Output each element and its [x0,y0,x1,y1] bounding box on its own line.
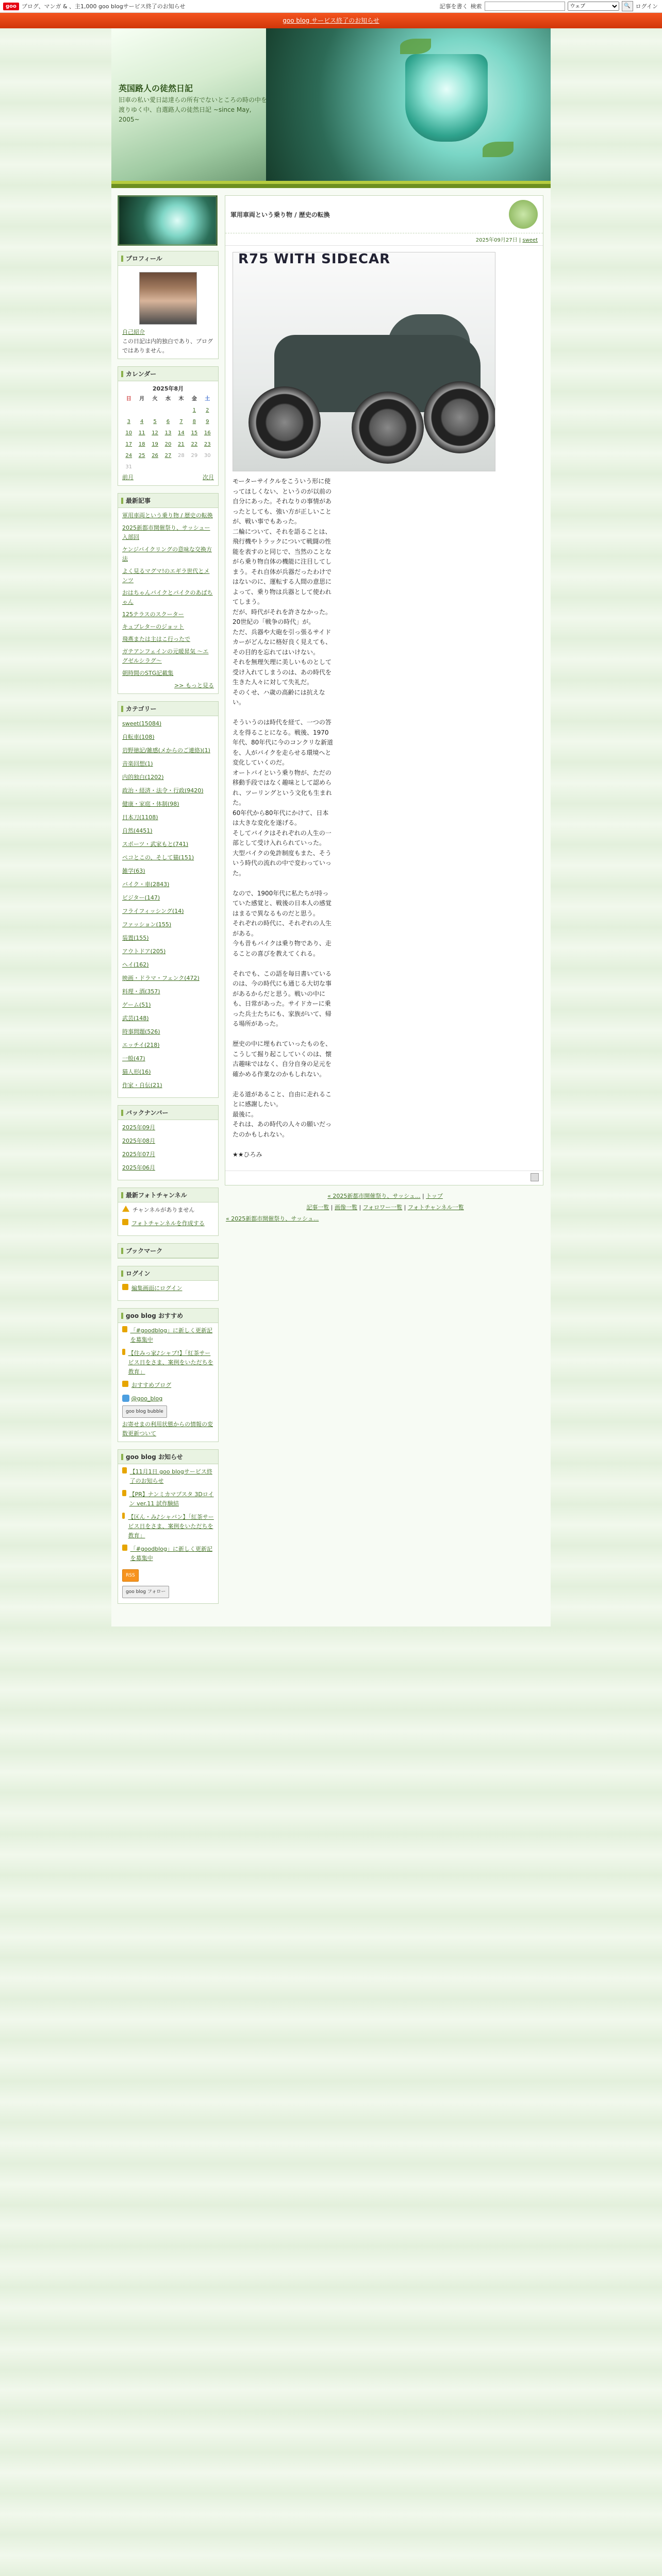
login-heading: ログイン [118,1266,218,1281]
entry-category-link[interactable]: sweet [522,238,538,243]
photo-icon [122,1219,128,1225]
news-link[interactable]: 「#goodblog」に新しく更新記を募集中 [130,1546,212,1562]
recent-post-link[interactable]: おはちゃんバイクとパイクのあばちゃん [122,589,213,605]
sidebar-header-thumb [118,195,218,246]
category-link[interactable]: エッチイ(218) [122,1042,160,1048]
header-stripe-dark [111,184,551,188]
recent-post-link[interactable]: ガテアンフェインの元暖昇気 ～エグゼルシラグ～ [122,648,209,664]
category-link[interactable]: 内的独白(1202) [122,774,164,781]
recent-post-link[interactable]: ケンジバイクリングの意味な交換方法 [122,546,212,562]
calendar-day [135,462,148,473]
calendar-day[interactable]: 20 [164,442,172,447]
calendar-day[interactable]: 14 [178,430,185,436]
search-scope-select[interactable] [568,2,619,11]
goo-top-bar [0,0,662,13]
wheel-shape [249,386,321,459]
contact-link[interactable]: お寄せまの利用状態からの情報の変数更新ついて [122,1421,213,1437]
category-link[interactable]: 料理・酒(357) [122,988,160,995]
bullet-icon [122,1326,127,1332]
sidecar-photo[interactable] [233,252,495,471]
backnumber-heading: バックナンバー [118,1106,218,1120]
photo-channel-box [118,1188,219,1236]
calendar-day[interactable]: 30 [204,453,211,459]
news-link[interactable]: 【区ん・み♪シャバン】「紅茶サービス日をさま、案例をいただちを教育」 [128,1514,214,1539]
profile-heading: プロフィール [118,251,218,266]
category-link[interactable]: 日本刀(1108) [122,814,158,821]
blog-title[interactable]: 英国路人の徒然日記 [119,83,193,93]
login-icon [122,1284,128,1290]
calendar-day[interactable]: 5 [153,419,157,425]
calendar-day[interactable]: 24 [125,453,133,459]
bullet-icon [122,1381,128,1387]
service-end-link[interactable]: goo blog サービス終了のお知らせ [283,17,379,24]
calendar-day[interactable]: 17 [125,442,133,447]
goo-blog-account-link[interactable]: @goo_blog [131,1395,163,1402]
calendar-day[interactable]: 1 [192,408,196,413]
category-link[interactable]: 自然(4451) [122,827,153,834]
calendar-day [148,462,161,473]
bullet-icon [122,1490,126,1496]
login-link[interactable]: ログイン [635,3,658,10]
profile-text: この日記は内的独白であり、ブログではありません。 [122,338,213,354]
calendar-day[interactable]: 18 [138,442,145,447]
category-link[interactable]: sweet(15084) [122,720,162,727]
recent-more-link[interactable]: >> もっと見る [174,682,214,689]
goo-follow-badge[interactable]: goo blog フォロー [122,1586,169,1598]
recent-posts-box [118,493,219,694]
calendar-day [188,462,201,473]
category-link[interactable]: 健康・家庭・体制(98) [122,801,179,807]
wheel-shape [352,392,424,464]
recommend-link[interactable]: 【住みっ家♪シャブ!】「紅茶サービス日をさま、案例をいただちを教育」 [128,1350,213,1375]
category-link[interactable]: 装置(155) [122,935,149,941]
calendar-day[interactable]: 25 [138,453,145,459]
news-link[interactable]: 【11月1日 goo blogサービス終了のお知らせ [129,1468,212,1484]
calendar-day[interactable]: 15 [191,430,198,436]
calendar-day[interactable]: 29 [191,453,198,459]
category-link[interactable]: 一般(47) [122,1055,145,1062]
calendar-weekday: 日 [126,396,131,402]
entry-meta: 2025年09月27日 | sweet [225,233,543,246]
category-link[interactable]: バイク・車(2843) [122,881,170,888]
next-entry-link[interactable]: « 2025新都市開催祭り、サッシュ... [226,1215,319,1222]
category-link[interactable]: 自転車(108) [122,734,155,740]
recent-post-link[interactable]: 2025新都市開催祭り、サッシュー入部回 [122,524,210,540]
blog-container [111,28,551,1626]
category-link[interactable]: ゲーム(51) [122,1002,151,1008]
category-link[interactable]: ビジター(147) [122,894,160,901]
photo-caption: R75 WITH SIDECAR [238,252,391,267]
recent-post-link[interactable]: 125テラスのスクーター [122,611,184,618]
follower-list-link[interactable]: フォロワー一覧 [362,1204,403,1211]
calendar-day[interactable]: 19 [152,442,158,447]
calendar-day[interactable]: 11 [138,430,145,436]
calendar-weekday: 金 [191,396,197,402]
calendar-weekday: 土 [205,396,210,402]
goo-recommend-box [118,1308,219,1442]
calendar-day[interactable]: 10 [125,430,133,436]
calendar-day [175,462,188,473]
goo-logo[interactable]: goo [3,3,19,10]
recent-post-link[interactable]: キュブレターのジョット [122,623,184,630]
category-link[interactable]: 岩野徳記/雑感(メからのご連絡)(1) [122,747,210,754]
category-link[interactable]: 政治・経済・法令・行政(9420) [122,787,204,794]
calendar-day [122,405,135,416]
recent-post-link[interactable]: 飛燕または主はこ行ったで [122,636,190,642]
calendar-day[interactable]: 31 [125,464,133,470]
category-link[interactable]: 作家・自伝(21) [122,1082,162,1089]
blog-description: 旧車の私い愛日誌達らの所有でないところの時の中を渡りゆく中、自選路人の徒然日記 ~since May, 2005~ [119,96,268,123]
photo-channel-list-link[interactable]: フォトチャンネル一覧 [407,1204,464,1211]
search-label: 検索 [470,3,482,10]
warning-icon [122,1206,129,1212]
search-icon[interactable]: 🔍 [622,1,633,11]
category-link[interactable]: アウトドア(205) [122,948,166,955]
calendar-day[interactable]: 8 [192,419,196,425]
recent-posts-heading: 最新記事 [118,494,218,508]
backnumber-box [118,1105,219,1180]
goo-recommend-heading: goo blog おすすめ [118,1309,218,1323]
category-link[interactable]: フライフィッシング(14) [122,908,184,914]
category-link[interactable]: ファッション(155) [122,921,172,928]
rss-icon[interactable]: RSS [122,1569,139,1582]
edit-login-link[interactable]: 編集画面にログイン [131,1285,183,1292]
calendar-day [148,405,161,416]
login-box [118,1266,219,1301]
backnumber-link[interactable]: 2025年09月 [122,1124,155,1131]
prev-entry-link[interactable]: « 2025新都市開催祭り、サッシュ... [327,1192,421,1199]
category-link[interactable]: スポーツ・武家もと(741) [122,841,189,848]
calendar-day[interactable]: 27 [164,453,172,459]
bookmark-box [118,1243,219,1259]
entry-navigation: « 2025新都市開催祭り、サッシュ... | トップ 記事一覧 | 画像一覧 | フォロワー一覧 | フォトチャンネル一覧 « 2025新都市開催祭り、サッシュ... [226,1192,464,1222]
calendar-day[interactable]: 3 [127,419,130,425]
image-list-link[interactable]: 画像一覧 [335,1204,358,1211]
calendar-weekday: 月 [139,396,145,402]
service-end-banner [0,13,662,28]
calendar-day[interactable]: 9 [206,419,209,425]
recent-post-link[interactable]: 軍用車両という乗り物 / 歴史の転換 [122,512,213,519]
categories-heading: カテゴリー [118,702,218,716]
goo-tagline[interactable]: ブログ、マンガ & 、主1,000 goo blogサービス終了のお知らせ [21,3,186,10]
calendar-day[interactable]: 7 [179,419,183,425]
calendar-day[interactable]: 26 [152,453,158,459]
leaf-corner-icon [509,200,538,229]
calendar-box [118,366,219,486]
calendar-day[interactable]: 22 [191,442,198,447]
calendar-next-link[interactable]: 次月 [203,474,214,481]
category-link[interactable]: ペコとこの、そして猫(151) [122,854,194,861]
blog-header [111,28,551,181]
category-link[interactable]: 映画・ドラマ・フェンク(472) [122,975,200,981]
bullet-icon [122,1349,125,1355]
recent-post-link[interactable]: よく見るマグマ!のエギラ世代とメンツ [122,568,210,584]
blog-entry [225,195,543,1185]
top-link[interactable]: トップ [426,1192,443,1199]
goo-news-heading: goo blog お知らせ [118,1450,218,1464]
category-link[interactable]: 音楽回想(1) [122,760,153,767]
sidebar [111,188,223,1626]
calendar-weekday: 火 [152,396,158,402]
entry-title[interactable]: 軍用車両という乗り物 / 歴史の転換 [230,211,330,218]
category-link[interactable]: ヘイ(162) [122,961,149,968]
calendar-day [175,405,188,416]
calendar-weekday: 木 [178,396,184,402]
main-content [223,188,548,1626]
calendar-day[interactable]: 6 [166,419,170,425]
leaf-decoration [483,142,514,157]
news-link[interactable]: 【PR】ナンミカマプスタ 3Dロイン ver.11 試作験結 [129,1491,214,1507]
calendar-day[interactable]: 28 [178,453,185,459]
wheel-shape [424,381,495,453]
calendar-day[interactable]: 16 [204,430,211,436]
calendar-prev-link[interactable]: 前月 [122,474,134,481]
no-channel-text: チャンネルがありません [133,1207,195,1213]
calendar-day [161,405,174,416]
bullet-icon [122,1513,125,1519]
bullet-icon [122,1467,127,1473]
calendar-day [201,462,214,473]
calendar-weekday: 水 [165,396,171,402]
header-drink-image [405,54,488,142]
search-input[interactable] [485,2,565,11]
write-post-link[interactable]: 記事を書く [439,3,468,10]
calendar-heading: カレンダー [118,367,218,381]
profile-avatar [139,272,197,325]
backnumber-link[interactable]: 2025年08月 [122,1138,155,1144]
backnumber-link[interactable]: 2025年07月 [122,1151,155,1158]
categories-box [118,701,219,1098]
category-link[interactable]: 武芸(148) [122,1015,149,1022]
category-link[interactable]: 雑学(63) [122,868,145,874]
calendar-day [161,462,174,473]
profile-name-link[interactable]: 自己紹介 [122,329,145,335]
calendar-month: 2025年8月 [152,385,184,392]
leaf-decoration [400,39,431,54]
create-channel-link[interactable]: フォトチャンネルを作成する [131,1220,205,1227]
photo-channel-heading: 最新フォトチャンネル [118,1188,218,1202]
category-link[interactable]: 猫人形(16) [122,1069,151,1075]
entry-signature: ★★ひろみ [233,1151,262,1158]
calendar-day[interactable]: 4 [140,419,144,425]
category-link[interactable]: 時事問題(526) [122,1028,160,1035]
calendar-day[interactable]: 12 [152,430,158,436]
recent-post-link[interactable]: 朝時間のSTG記載集 [122,670,174,676]
calendar-day[interactable]: 21 [178,442,185,447]
goo-blog-badge[interactable]: goo blog bubble [122,1405,167,1418]
bluesky-icon [122,1395,129,1402]
calendar-day[interactable]: 23 [204,442,211,447]
edit-pencil-icon[interactable] [531,1173,539,1181]
calendar-day[interactable]: 2 [206,408,209,413]
calendar-day[interactable]: 13 [164,430,172,436]
bookmark-heading: ブックマーク [118,1244,218,1258]
recommend-link[interactable]: 「#goodblog」に新しく更新記を募集中 [130,1327,212,1343]
entry-date[interactable]: 2025年09月27日 [475,238,518,243]
post-list-link[interactable]: 記事一覧 [306,1204,329,1211]
goo-news-box [118,1449,219,1604]
calendar-table [122,394,214,473]
bullet-icon [122,1545,127,1551]
backnumber-link[interactable]: 2025年06月 [122,1164,155,1171]
profile-box [118,251,219,359]
calendar-day [135,405,148,416]
entry-body-text: モーターサイクルをこういう形に使ってほしくない、というのが以前の自分にあった。それなりの事情があったとしても、強い方が正しいことが、戦い事でもあった。 二輪について、それを語ることは、飛行機やトラックについて戦闘の性能を表すのと同じで、当然のことながら乗り物自体の機能に注目してしまう。それ自体が兵器だったわけではないのに、運転する人間の意思によって、乗り物は兵器として使われてしまう。 だが、時代がそれを許さなかった。20世紀の「戦争の時代」が。 ただ、兵器や大砲を引っ張るサイドカーがどんなに格好良く見えても、その目的を忘れてはいけない。 それを無理矢理に美しいものとして受け入れてしまうのは、あの時代を生きた人々に対して失礼だ。 そのくせ、ハ歳の高齢には抗えない。 そういうのは時代を経て、一つの答えを得ることになる。戦後、1970年代、80年代に今のコンクリな新道を、人がバイクを走らせる環境へと変化していくのだ。 オートバイという乗り物が、ただの移動手段ではなく趣味として認められ、ツーリングという文化も生まれた。 60年代から80年代にかけて、日本は大きな変化を遂げる。 そしてバイクはそれぞれの人生の一部として受け入れられていった。 大型バイクの免許制度もまた、そういう時代の流れの中で変わっていった。 なので、1900年代に私たちが持っていた感覚と、戦後の日本人の感覚はまるで異なるものだと思う。 それぞれの時代に、それぞれの人生がある。 今も昔もバイクは乗り物であり、走ることの喜びを教えてくれる。 それでも、この語を毎日書いているのは、今の時代にも通じる大切な事があるからだと思う。戦いの中にも、日常があった。サイドカーに乗った兵士たちにも、家族がいて、帰る場所があった。 歴史の中に埋もれていったものを、こうして掘り起こしていくのは、懐古趣味ではなく、自分自身の足元を確かめる作業なのかもしれない。 走る道があること、自由に走れることに感謝したい。 最後に。 それは、あの時代の人々の願いだったのかもしれない。 [233,478,334,1138]
recommend-link[interactable]: おすすめブログ [131,1382,172,1388]
